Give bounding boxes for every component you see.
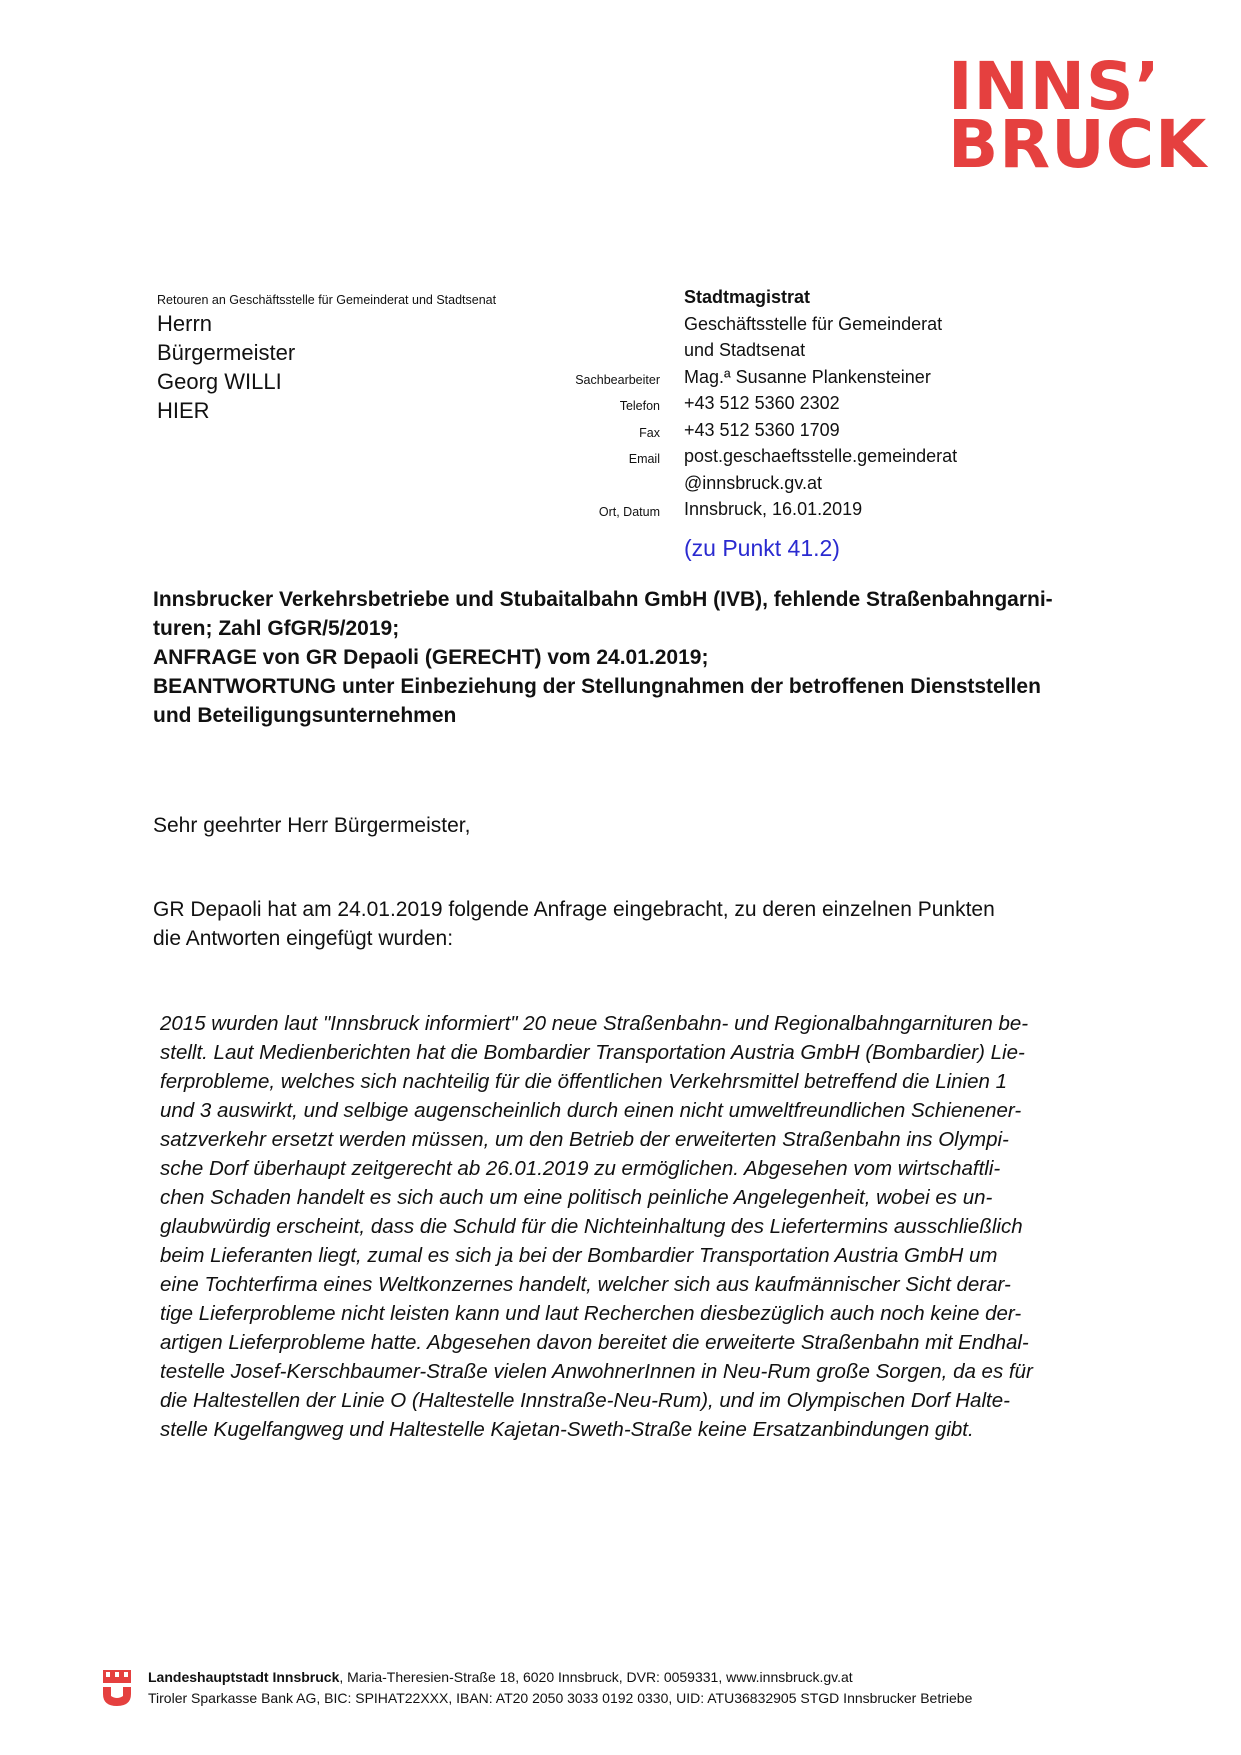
phone-label: Telefon xyxy=(619,399,660,413)
phone-value: +43 512 5360 2302 xyxy=(684,393,840,413)
footer-line-1 xyxy=(148,1667,972,1688)
quote-line: sche Dorf überhaupt zeitgerecht ab 26.01.2019 zu ermöglichen. Abgesehen vom wirtschaftli- xyxy=(160,1157,1001,1180)
intro-line: die Antworten eingefügt wurden: xyxy=(153,927,454,950)
logo-line-1: INNS’ xyxy=(948,48,1161,125)
logo-line-2: BRUCK xyxy=(948,106,1208,183)
footer-address: , Maria-Theresien-Straße 18, 6020 Innsbruck, DVR: 0059331, www.innsbruck.gv.at xyxy=(339,1669,853,1685)
return-address: Retouren an Geschäftsstelle für Gemeinderat und Stadtsenat xyxy=(157,293,497,307)
clerk-label: Sachbearbeiter xyxy=(575,372,660,387)
quote-line: stelle Kugelfangweg und Haltestelle Kajetan-Sweth-Straße keine Ersatzanbindungen gibt. xyxy=(160,1418,974,1441)
quote-line: ferprobleme, welches sich nachteilig für die öffentlichen Verkehrsmittel betreffend die Linien 1 xyxy=(160,1070,1008,1093)
quote-line: und 3 auswirkt, und selbige augenscheinlich durch einen nicht umweltfreundlichen Schienener- xyxy=(160,1099,1022,1122)
quote-line: testelle Josef-Kerschbaumer-Straße vielen AnwohnerInnen in Neu-Rum große Sorgen, da es für xyxy=(160,1360,1033,1383)
subject-line: Innsbrucker Verkehrsbetriebe und Stubaitalbahn GmbH (IVB), fehlende Straßenbahngarni- xyxy=(153,588,1053,611)
footer xyxy=(148,1667,972,1709)
quote-line: artigen Lieferprobleme hatte. Abgesehen davon bereitet die erweiterte Straßenbahn mit Endhal- xyxy=(160,1331,1029,1354)
email-label: Email xyxy=(628,452,660,466)
quote-line: tige Lieferprobleme nicht leisten kann und laut Recherchen diesbezüglich auch noch keine der- xyxy=(160,1302,1022,1325)
date-value: Innsbruck, 16.01.2019 xyxy=(684,499,863,519)
quote-line: chen Schaden handelt es sich auch um eine politisch peinliche Angelegenheit, wobei es un- xyxy=(160,1186,993,1209)
recipient-line: HIER xyxy=(157,398,210,423)
city-crest-icon xyxy=(103,1670,131,1706)
intro-line: GR Depaoli hat am 24.01.2019 folgende Anfrage eingebracht, zu deren einzelnen Punkten xyxy=(153,898,995,921)
quote-line: die Haltestellen der Linie O (Haltestelle Innstraße-Neu-Rum), und im Olympischen Dorf Halte- xyxy=(160,1389,1010,1412)
recipient-line: Georg WILLI xyxy=(157,369,282,394)
sender-department: und Stadtsenat xyxy=(684,340,806,360)
quote-line: beim Lieferanten liegt, zumal es sich ja bei der Bombardier Transportation Austria GmbH um xyxy=(160,1244,998,1267)
agenda-reference: (zu Punkt 41.2) xyxy=(684,535,840,561)
sender-organization: Stadtmagistrat xyxy=(684,287,811,307)
recipient-address xyxy=(157,309,295,425)
recipient-line: Herrn xyxy=(157,311,213,336)
fax-label: Fax xyxy=(639,425,660,440)
email-value-continued: @innsbruck.gv.at xyxy=(684,472,822,493)
subject-line: und Beteiligungsunternehmen xyxy=(153,704,457,727)
subject-line: ANFRAGE von GR Depaoli (GERECHT) vom 24.01.2019; xyxy=(153,646,709,669)
quote-line: satzverkehr ersetzt werden müssen, um den Betrieb der erweiterten Straßenbahn ins Olympi- xyxy=(160,1128,1009,1151)
subject-line: turen; Zahl GfGR/5/2019; xyxy=(153,617,400,640)
sender-department: Geschäftsstelle für Gemeinderat xyxy=(684,313,943,334)
inquiry-quote xyxy=(160,1009,1033,1444)
quote-line: glaubwürdig erscheint, dass die Schuld für die Nichteinhaltung des Liefertermins ausschließlich xyxy=(160,1215,1023,1238)
email-value: post.geschaeftsstelle.gemeinderat xyxy=(684,446,958,466)
innsbruck-logo xyxy=(948,48,1208,183)
footer-line-2: Tiroler Sparkasse Bank AG, BIC: SPIHAT22XXX, IBAN: AT20 2050 3033 0192 0330, UID: ATU36832905 STGD Innsbrucker Betriebe xyxy=(148,1690,973,1706)
fax-value: +43 512 5360 1709 xyxy=(684,419,840,440)
quote-line: 2015 wurden laut "Innsbruck informiert" 20 neue Straßenbahn- und Regionalbahngarnituren be- xyxy=(160,1012,1029,1035)
footer-org-name: Landeshauptstadt Innsbruck xyxy=(148,1669,340,1685)
quote-line: stellt. Laut Medienberichten hat die Bombardier Transportation Austria GmbH (Bombardier) Lie- xyxy=(160,1041,1025,1064)
date-label: Ort, Datum xyxy=(598,505,660,519)
clerk-value: Mag.ª Susanne Plankensteiner xyxy=(684,366,931,387)
intro-paragraph xyxy=(153,895,995,953)
recipient-line: Bürgermeister xyxy=(157,340,296,365)
sender-info xyxy=(520,284,1060,523)
subject-heading xyxy=(153,585,1143,730)
salutation: Sehr geehrter Herr Bürgermeister, xyxy=(153,814,471,837)
subject-line: BEANTWORTUNG unter Einbeziehung der Stellungnahmen der betroffenen Dienststellen xyxy=(153,675,1041,698)
quote-line: eine Tochterfirma eines Weltkonzernes handelt, welcher sich aus kaufmännischer Sicht derar- xyxy=(160,1273,1011,1296)
